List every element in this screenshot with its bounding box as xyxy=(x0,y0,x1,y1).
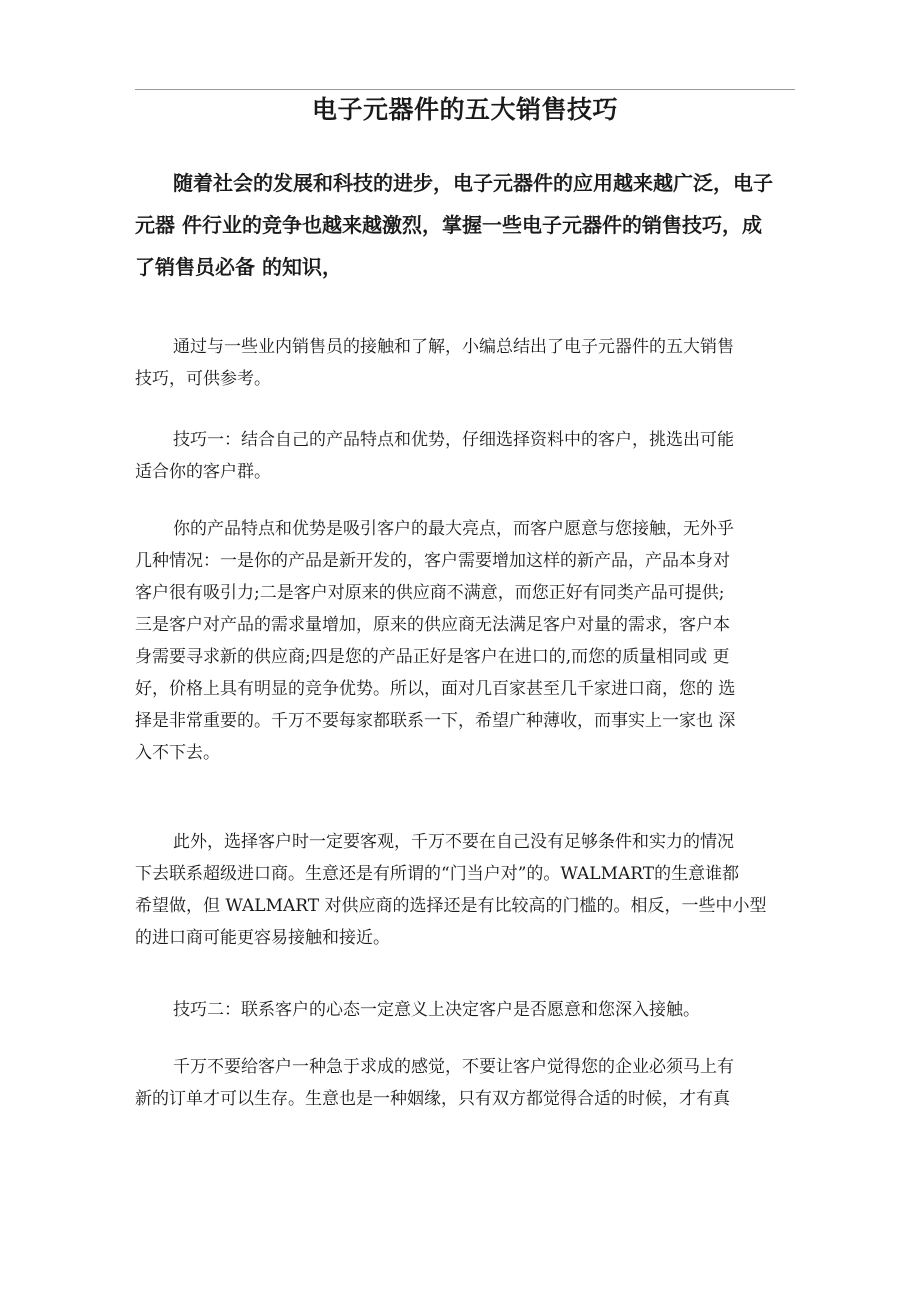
intro-line: 随着社会的发展和科技的进步，电子元器件的应用越来越广泛，电子 xyxy=(173,171,773,195)
paragraph-tip-two-heading xyxy=(135,994,795,1026)
header-rule xyxy=(135,89,795,90)
paragraph-line: 择是非常重要的。千万不要每家都联系一下，希望广种薄收，而事实上一家也 深 xyxy=(135,711,736,731)
paragraph-line: 客户很有吸引力;二是客户对原来的供应商不满意，而您正好有同类产品可提供; xyxy=(135,583,725,603)
paragraph-client-selection xyxy=(135,826,795,954)
paragraph-tip-one-body xyxy=(135,513,795,769)
paragraph-line: 希望做，但 WALMART 对供应商的选择还是有比较高的门槛的。相反，一些中小型 xyxy=(135,896,767,916)
paragraph-line: 的进口商可能更容易接触和接近。 xyxy=(135,928,390,948)
paragraph-tip-two-body xyxy=(135,1051,795,1115)
paragraph-line: 适合你的客户群。 xyxy=(135,462,271,482)
paragraph-line: 通过与一些业内销售员的接触和了解，小编总结出了电子元器件的五大销售 xyxy=(173,337,734,357)
paragraph-line: 好，价格上具有明显的竞争优势。所以，面对几百家甚至几千家进口商，您的 选 xyxy=(135,679,736,699)
paragraph-line: 新的订单才可以生存。生意也是一种姻缘，只有双方都觉得合适的时候，才有真 xyxy=(135,1089,730,1109)
paragraph-line: 入不下去。 xyxy=(135,743,220,763)
intro-line: 元器 件行业的竞争也越来越激烈，掌握一些电子元器件的销售技巧，成 xyxy=(135,213,762,237)
paragraph-line: 技巧，可供参考。 xyxy=(135,369,271,389)
paragraph-tip-one-heading xyxy=(135,424,795,488)
paragraph-line: 三是客户对产品的需求量增加，原来的供应商无法满足客户对量的需求，客户本 xyxy=(135,615,730,635)
paragraph-line: 此外，选择客户时一定要客观，千万不要在自己没有足够条件和实力的情况 xyxy=(173,832,734,852)
document-title: 电子元器件的五大销售技巧 xyxy=(311,95,618,124)
paragraph-line: 你的产品特点和优势是吸引客户的最大亮点，而客户愿意与您接触，无外乎 xyxy=(173,519,734,539)
paragraph-line: 技巧一：结合自己的产品特点和优势，仔细选择资料中的客户，挑选出可能 xyxy=(173,430,734,450)
paragraph-line: 几种情况：一是你的产品是新开发的，客户需要增加这样的新产品，产品本身对 xyxy=(135,551,730,571)
intro-paragraph xyxy=(135,162,795,288)
paragraph-line: 身需要寻求新的供应商;四是您的产品正好是客户在进口的,而您的质量相同或 更 xyxy=(135,647,730,667)
paragraph-line: 千万不要给客户一种急于求成的感觉，不要让客户觉得您的企业必须马上有 xyxy=(173,1057,734,1077)
paragraph-overview xyxy=(135,331,795,395)
paragraph-line: 技巧二：联系客户的心态一定意义上决定客户是否愿意和您深入接触。 xyxy=(173,1000,700,1020)
document-page xyxy=(135,0,795,1302)
paragraph-line: 下去联系超级进口商。生意还是有所谓的“门当户对”的。WALMART的生意谁都 xyxy=(135,864,740,884)
intro-line: 了销售员必备 的知识， xyxy=(135,255,342,279)
